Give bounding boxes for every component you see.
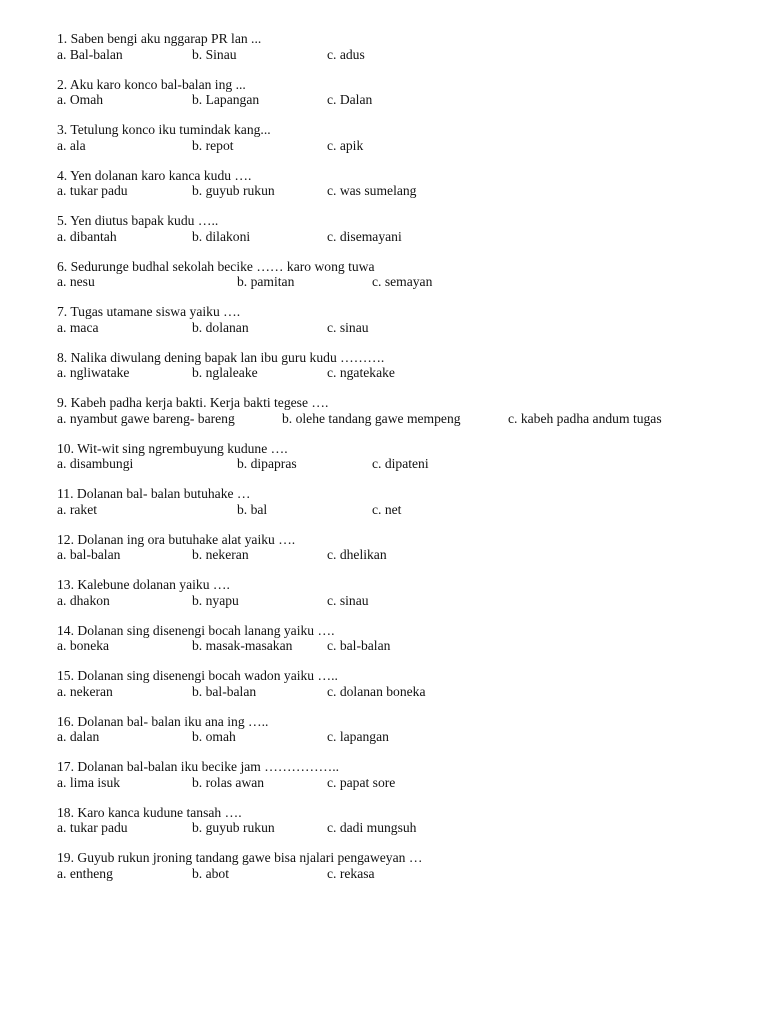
question-text: 1. Saben bengi aku nggarap PR lan ...: [57, 31, 262, 46]
question-text: 16. Dolanan bal- balan iku ana ing …..: [57, 713, 269, 729]
option-a: a. tukar padu: [57, 183, 128, 198]
question-text: 4. Yen dolanan karo kanca kudu ….: [57, 167, 252, 183]
question-text: 11. Dolanan bal- balan butuhake …: [57, 486, 251, 501]
option-c: c. lapangan: [327, 729, 389, 744]
option-a: a. dibantah: [57, 228, 117, 244]
option-b: b. olehe tandang gawe mempeng: [282, 410, 461, 426]
question-5: [57, 213, 757, 244]
option-b: b. dilakoni: [192, 228, 251, 244]
option-a: a. tukar padu: [57, 820, 128, 835]
option-b: b. guyub rukun: [192, 820, 275, 835]
question-text: 8. Nalika diwulang dening bapak lan ibu guru kudu ……….: [57, 349, 385, 365]
option-b: b. masak-masakan: [192, 638, 293, 653]
answer-options: [57, 411, 757, 427]
answer-options: [57, 547, 757, 563]
option-b: b. bal-balan: [192, 683, 257, 699]
option-a: a. raket: [57, 501, 97, 517]
answer-options: [57, 593, 757, 609]
answer-options: [57, 866, 757, 882]
question-17: [57, 759, 757, 790]
option-a: a. Bal-balan: [57, 46, 123, 62]
option-c: c. rekasa: [327, 865, 375, 881]
option-a: a. maca: [57, 319, 99, 335]
question-text: 10. Wit-wit sing ngrembuyung kudune ….: [57, 440, 288, 456]
option-c: c. apik: [327, 137, 364, 153]
option-a: a. nyambut gawe bareng- bareng: [57, 410, 235, 426]
question-2: [57, 77, 757, 108]
answer-options: [57, 47, 757, 63]
question-text: 18. Karo kanca kudune tansah ….: [57, 804, 242, 820]
answer-options: [57, 229, 757, 245]
question-15: [57, 668, 757, 699]
question-text: 15. Dolanan sing disenengi bocah wadon yaiku …..: [57, 668, 338, 683]
option-b: b. omah: [192, 729, 236, 744]
option-b: b. Sinau: [192, 46, 237, 62]
option-c: c. was sumelang: [327, 183, 417, 198]
option-b: b. pamitan: [237, 274, 295, 289]
option-b: b. nekeran: [192, 547, 249, 562]
question-text: 9. Kabeh padha kerja bakti. Kerja bakti tegese ….: [57, 395, 329, 410]
worksheet: [57, 31, 757, 896]
option-b: b. dipapras: [237, 456, 297, 471]
option-b: b. rolas awan: [192, 774, 265, 790]
question-6: [57, 259, 757, 290]
answer-options: [57, 684, 757, 700]
question-8: [57, 350, 757, 381]
option-a: a. ala: [57, 137, 86, 153]
option-c: c. net: [372, 501, 402, 517]
option-c: c. Dalan: [327, 92, 373, 107]
question-text: 2. Aku karo konco bal-balan ing ...: [57, 76, 246, 92]
option-a: a. nekeran: [57, 683, 113, 699]
question-1: [57, 31, 757, 62]
option-b: b. Lapangan: [192, 92, 260, 107]
answer-options: [57, 365, 757, 381]
answer-options: [57, 638, 757, 654]
question-9: [57, 395, 757, 426]
option-b: b. nglaleake: [192, 365, 258, 380]
option-c: c. dipateni: [372, 456, 429, 471]
option-c: c. ngatekake: [327, 365, 395, 380]
option-b: b. bal: [237, 501, 268, 517]
option-a: a. entheng: [57, 865, 113, 881]
option-c: c. dolanan boneka: [327, 683, 426, 699]
option-c: c. sinau: [327, 592, 369, 608]
question-7: [57, 304, 757, 335]
option-b: b. repot: [192, 137, 234, 153]
question-10: [57, 441, 757, 472]
answer-options: [57, 320, 757, 336]
question-text: 17. Dolanan bal-balan iku becike jam ……………..: [57, 759, 339, 774]
option-a: a. nesu: [57, 274, 95, 289]
question-3: [57, 122, 757, 153]
option-c: c. papat sore: [327, 774, 396, 790]
option-c: c. disemayani: [327, 228, 402, 244]
option-c: c. bal-balan: [327, 638, 391, 653]
option-a: a. lima isuk: [57, 774, 121, 790]
answer-options: [57, 820, 757, 836]
option-c: c. dhelikan: [327, 547, 387, 562]
option-a: a. Omah: [57, 92, 104, 107]
question-4: [57, 168, 757, 199]
answer-options: [57, 138, 757, 154]
question-text: 12. Dolanan ing ora butuhake alat yaiku ….: [57, 531, 296, 547]
question-19: [57, 850, 757, 881]
question-text: 6. Sedurunge budhal sekolah becike …… karo wong tuwa: [57, 258, 375, 274]
question-text: 5. Yen diutus bapak kudu …..: [57, 213, 219, 228]
question-12: [57, 532, 757, 563]
question-text: 3. Tetulung konco iku tumindak kang...: [57, 122, 271, 137]
option-c: c. kabeh padha andum tugas: [508, 410, 662, 426]
option-c: c. adus: [327, 46, 365, 62]
question-11: [57, 486, 757, 517]
option-b: b. guyub rukun: [192, 183, 275, 198]
question-text: 14. Dolanan sing disenengi bocah lanang yaiku ….: [57, 622, 335, 638]
option-c: c. semayan: [372, 274, 433, 289]
option-a: a. bal-balan: [57, 547, 121, 562]
option-b: b. abot: [192, 865, 229, 881]
option-a: a. disambungi: [57, 456, 134, 471]
option-a: a. dalan: [57, 729, 100, 744]
question-text: 19. Guyub rukun jroning tandang gawe bisa njalari pengaweyan …: [57, 850, 423, 865]
option-c: c. sinau: [327, 319, 369, 335]
answer-options: [57, 274, 757, 290]
answer-options: [57, 456, 757, 472]
answer-options: [57, 183, 757, 199]
question-16: [57, 714, 757, 745]
answer-options: [57, 729, 757, 745]
option-b: b. nyapu: [192, 592, 239, 608]
question-14: [57, 623, 757, 654]
answer-options: [57, 775, 757, 791]
option-b: b. dolanan: [192, 319, 249, 335]
answer-options: [57, 92, 757, 108]
option-c: c. dadi mungsuh: [327, 820, 417, 835]
question-text: 13. Kalebune dolanan yaiku ….: [57, 577, 230, 592]
question-18: [57, 805, 757, 836]
answer-options: [57, 502, 757, 518]
option-a: a. ngliwatake: [57, 365, 130, 380]
option-a: a. boneka: [57, 638, 110, 653]
question-13: [57, 577, 757, 608]
question-text: 7. Tugas utamane siswa yaiku ….: [57, 304, 241, 319]
option-a: a. dhakon: [57, 592, 110, 608]
